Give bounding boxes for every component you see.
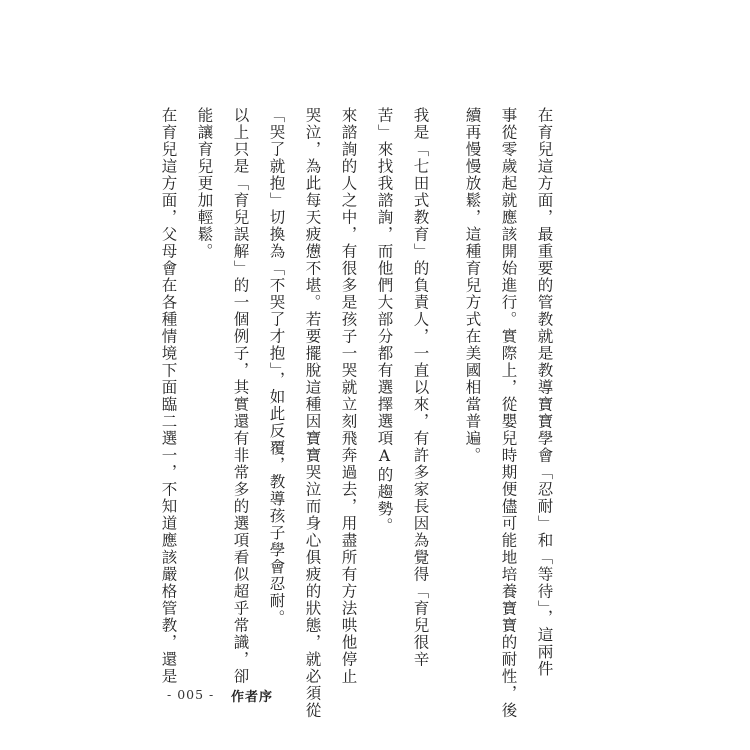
text-column-7: 哭泣，為此每天疲憊不堪。若要擺脫這種因寶寶哭泣而身心俱疲的狀態，就必須從: [303, 107, 322, 719]
text-column-3: 續再慢慢放鬆，這種育兒方式在美國相當普遍。: [463, 107, 482, 464]
text-column-4: 我是「七田式教育」的負責人，一直以來，有許多家長因為覺得「育兒很辛: [411, 107, 430, 668]
page-number: - 005 -: [167, 687, 215, 702]
text-column-9: 以上只是「育兒誤解」的一個例子，其實還有非常多的選項看似超乎常識，卻: [231, 107, 250, 685]
text-column-6: 來諮詢的人之中，有很多是孩子一哭就立刻飛奔過去，用盡所有方法哄他停止: [339, 107, 358, 685]
text-column-10: 能讓育兒更加輕鬆。: [195, 107, 214, 260]
text-column-2: 事從零歲起就應該開始進行。實際上，從嬰兒時期便儘可能地培養寶寶的耐性，後: [499, 107, 518, 719]
text-column-5: 苦」來找我諮詢，而他們大部分都有選擇選項A的趨勢。: [375, 107, 394, 535]
section-title: 作者序: [231, 690, 274, 705]
page-footer: [0, 687, 750, 707]
text-column-11: 在育兒這方面，父母會在各種情境下面臨二選一，不知道應該嚴格管教，還是: [159, 107, 178, 685]
text-column-1: 在育兒這方面，最重要的管教就是教導寶寶學會「忍耐」和「等待」，這兩件: [535, 107, 554, 678]
text-column-8: 「哭了就抱」切換為「不哭了才抱」，如此反覆，教導孩子學會忍耐。: [267, 107, 286, 627]
